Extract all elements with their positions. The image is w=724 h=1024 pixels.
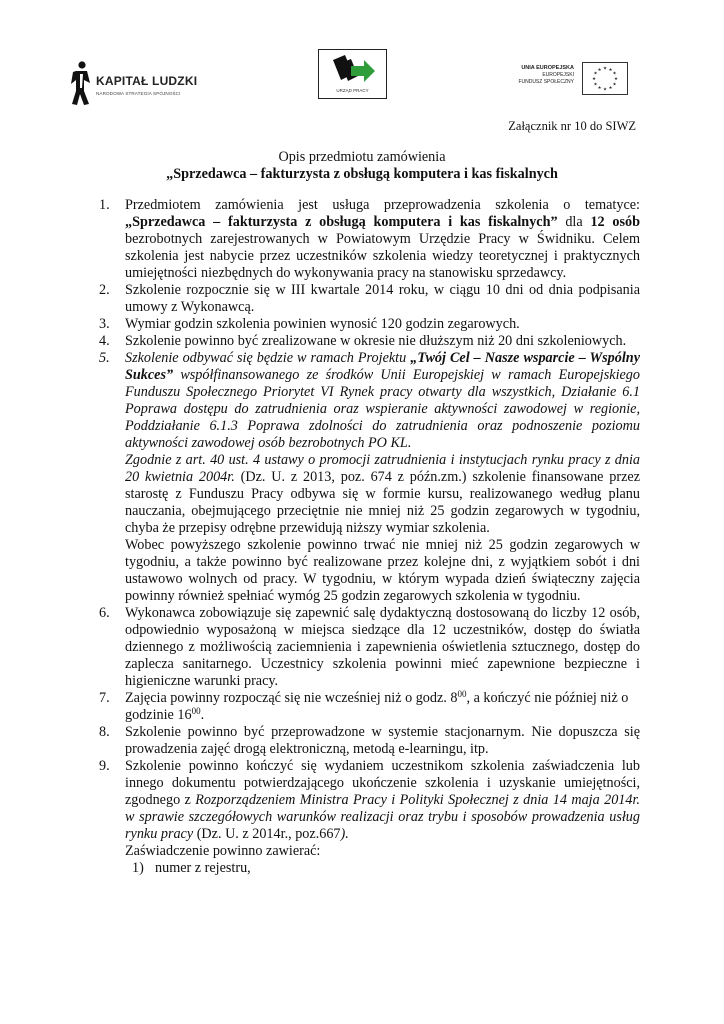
- svg-text:★: ★: [602, 66, 608, 72]
- kapital-ludzki-logo: [70, 60, 200, 106]
- training-title: „Sprzedawca – fakturzysta z obsługą komputera i kas fiskalnych”: [125, 214, 558, 230]
- participant-count: 12 osób: [590, 214, 640, 230]
- svg-text:★: ★: [612, 71, 617, 77]
- svg-text:★: ★: [597, 68, 602, 73]
- document-title: Opis przedmiotu zamówienia: [278, 149, 446, 165]
- item-text: [125, 452, 640, 537]
- certificate-intro: Zaświadczenie powinno zawierać:: [125, 843, 321, 859]
- logo-left-name: KAPITAŁ LUDZKI: [96, 74, 198, 88]
- item-text: Wymiar godzin szkolenia powinien wynosić 120 godzin zegarowych.: [125, 316, 520, 332]
- item-number: 9.: [99, 758, 110, 774]
- item-number: 4.: [99, 333, 110, 349]
- item-text-part: Przedmiotem zamówienia jest usługa przeprowadzenia szkolenia o tematyce:: [125, 197, 640, 213]
- list-item: [92, 605, 640, 690]
- time-superscript: 00: [191, 706, 201, 716]
- attachment-label: Załącznik nr 10 do SIWZ: [508, 119, 636, 133]
- svg-text:★: ★: [593, 71, 598, 77]
- svg-text:★: ★: [591, 77, 597, 82]
- item-text: Szkolenie powinno być przeprowadzone w systemie stacjonarnym. Nie dopuszcza się prowadzenia zajęć drogą elektroniczną, metodą e-learningu, itp.: [125, 724, 640, 757]
- item-text-part: Zajęcia powinny rozpocząć się nie wcześniej niż o godz. 8: [125, 690, 458, 706]
- item-text-part: Zgodnie z art. 40 ust. 4 ustawy o promocji zatrudnienia i instytucjach rynku pracy z dnia 20 kwietnia 2004r.: [125, 452, 640, 485]
- item-number: 1.: [99, 197, 110, 213]
- logo-left-sub: NARODOWA STRATEGIA SPÓJNOŚCI: [96, 91, 181, 96]
- list-item: [92, 350, 640, 605]
- logo-center-caption: URZĄD PRACY: [336, 88, 369, 93]
- regulation-title: Rozporządzeniem Ministra Pracy i Polityki Społecznej z dnia 14 maja 2014r. w sprawie szczegółowych warunków realizacji oraz trybu i sposobów prowadzenia usług rynku pracy: [125, 792, 640, 842]
- eu-logo-text: [518, 64, 574, 86]
- item-text-part: Szkolenie odbywać się będzie w ramach Projektu: [125, 350, 411, 366]
- eu-line2: EUROPEJSKI: [542, 72, 574, 78]
- item-number: 7.: [99, 690, 110, 706]
- list-item: [92, 282, 640, 316]
- svg-text:★: ★: [597, 86, 602, 91]
- item-text-part: (Dz. U. z 2013, poz. 674 z późn.zm.) szkolenie finansowane przez starostę z Funduszu Pracy odbywa się w formie kursu, realizowanego według planu nauczania, obejmującego przeciętnie nie mniej niż 25 godzin zegarowych w tygodniu, chyba że przepisy odrębne przewidują niższy wymiar szkolenia.: [125, 469, 640, 536]
- kapital-ludzki-figure-icon: [70, 60, 92, 106]
- item-text-part: dla: [557, 214, 591, 230]
- item-text-part: (Dz. U. z 2014r., poz.667: [193, 826, 341, 842]
- sub-item-text: numer z rejestru,: [155, 860, 251, 876]
- document-subtitle: „Sprzedawca – fakturzysta z obsługą komputera i kas fiskalnych: [166, 166, 558, 182]
- item-number: 5.: [99, 350, 110, 366]
- item-text: [125, 758, 640, 843]
- eu-logo: [508, 62, 638, 96]
- svg-text:★: ★: [608, 68, 613, 73]
- item-text-part: współfinansowanego ze środków Unii Europejskiej w ramach Europejskiego Funduszu Społecznego Priorytet VI Rynek pracy otwarty dla wszystkich, Działanie 6.1 Poprawa dostępu do zatrudnienia oraz wspieranie aktywności zawodowej w regionie, Poddziałanie 6.1.3 Poprawa zdolności do zatrudnienia oraz podnoszenie poziomu aktywności zawodowej osób bezrobotnych PO KL.: [125, 367, 640, 451]
- item-text: [125, 350, 640, 452]
- svg-text:★: ★: [608, 86, 613, 91]
- item-text-part: Szkolenie powinno kończyć się wydaniem uczestnikom szkolenia zaświadczenia lub innego dokumentu potwierdzającego ukończenie szkolenia i uzyskanie umiejętności, zgodnego z: [125, 758, 640, 808]
- item-number: 6.: [99, 605, 110, 621]
- item-text-part: , a kończyć nie później niż o godzinie 16: [125, 690, 629, 723]
- item-text-part: ).: [340, 826, 349, 842]
- eu-line1: UNIA EUROPEJSKA: [521, 65, 574, 71]
- item-text: Szkolenie rozpocznie się w III kwartale 2014 roku, w ciągu 10 dni od dnia podpisania umowy z Wykonawcą.: [125, 282, 640, 315]
- list-item: [92, 197, 640, 282]
- project-name: „Twój Cel – Nasze wsparcie – Wspólny Sukces”: [125, 350, 640, 383]
- svg-text:★: ★: [612, 82, 617, 88]
- item-text: Wykonawca zobowiązuje się zapewnić salę dydaktyczną dostosowaną do liczby 12 osób, odpowiednio wyposażoną w miejsca siedzące dla 12 uczestników, dostęp do światła dziennego z możliwością zaciemnienia i zapewnienia oświetlenia sztucznego, dostęp do zaplecza sanitarnego. Uczestnicy szkolenia powinni mieć zapewnione bezpieczne i higieniczne warunki pracy.: [125, 605, 640, 689]
- eu-flag-icon: [582, 62, 628, 95]
- svg-text:★: ★: [593, 82, 598, 88]
- list-item: [92, 758, 640, 860]
- sub-list-item: [92, 860, 640, 877]
- item-text: Wobec powyższego szkolenie powinno trwać nie mniej niż 25 godzin zegarowych w tygodniu, a także powinno być realizowane przez kolejne dni, z wyjątkiem sobót i dni ustawowo wolnych od pracy. W tygodniu, w którym wypada dzień świąteczny zajęcia powinny również spełniać wymóg 25 godzin zegarowych szkolenia w tygodniu.: [125, 537, 640, 604]
- item-text-part: bezrobotnych zarejestrowanych w Powiatowym Urzędzie Pracy w Świdniku. Celem szkolenia jest nabycie przez uczestników szkolenia wiedzy teoretycznej i praktycznych umiejętności niezbędnych do wykonywania pracy na stanowisku sprzedawcy.: [125, 231, 640, 281]
- eu-line3: FUNDUSZ SPOŁECZNY: [518, 79, 574, 85]
- item-number: 3.: [99, 316, 110, 332]
- item-text: [125, 197, 640, 282]
- sub-item-number: 1): [132, 860, 144, 876]
- list-item: [92, 724, 640, 758]
- urzad-pracy-arrow-icon: [331, 54, 376, 86]
- item-text: Szkolenie powinno być zrealizowane w okresie nie dłuższym niż 20 dni szkoleniowych.: [125, 333, 627, 349]
- item-number: 2.: [99, 282, 110, 298]
- urzad-pracy-logo: [318, 49, 387, 99]
- time-superscript: 00: [457, 689, 467, 699]
- document-body: [92, 197, 640, 877]
- svg-text:★: ★: [602, 87, 608, 93]
- item-number: 8.: [99, 724, 110, 740]
- list-item: [92, 316, 640, 333]
- list-item: [92, 690, 640, 724]
- svg-text:★: ★: [613, 77, 619, 82]
- list-item: [92, 333, 640, 350]
- item-text-part: .: [200, 707, 205, 723]
- item-text: [125, 690, 640, 724]
